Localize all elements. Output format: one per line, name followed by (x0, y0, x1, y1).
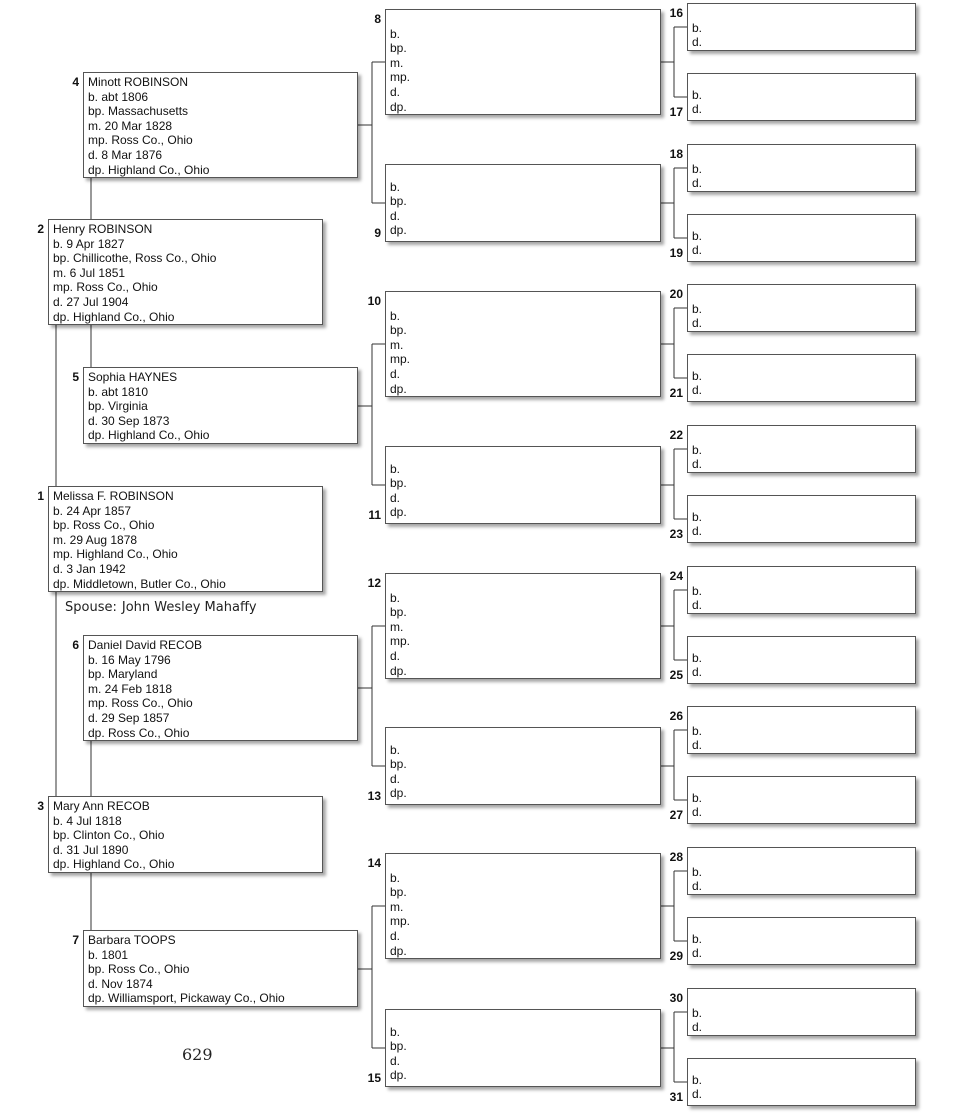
person-name: b. (692, 1072, 703, 1087)
person-field: d. (390, 84, 401, 99)
person-number-9: 9 (374, 226, 381, 240)
person-field (692, 6, 915, 21)
person-box-2 (48, 219, 323, 325)
person-field: dp. (390, 1068, 407, 1083)
person-field: bp. Clinton Co., Ohio (53, 828, 165, 843)
person-field: d. 29 Sep 1857 (88, 710, 170, 725)
person-number-16: 16 (669, 6, 683, 20)
person-field: b. (692, 1005, 703, 1020)
person-name: Minott ROBINSON (88, 75, 189, 89)
person-number-2: 2 (37, 222, 44, 236)
person-field: dp. Highland Co., Ohio (88, 162, 210, 177)
person-field: bp. (390, 194, 407, 209)
person-field: d. (390, 208, 401, 223)
person-field: d. (692, 316, 703, 331)
person-field: bp. (390, 605, 407, 620)
person-field: b. (692, 864, 703, 879)
person-field: mp. (390, 70, 411, 85)
person-field: m. 6 Jul 1851 (53, 265, 126, 280)
person-field (390, 576, 660, 591)
person-box-11 (385, 446, 661, 524)
person-field: mp. (390, 352, 411, 367)
spouse-label: Spouse: (65, 600, 117, 615)
person-field (390, 12, 660, 27)
person-name: b. (692, 87, 703, 102)
person-field: d. Nov 1874 (88, 976, 153, 991)
person-field: bp. (390, 323, 407, 338)
person-field: d. (390, 771, 401, 786)
person-box-4 (83, 72, 358, 178)
person-field: d. 3 Jan 1942 (53, 561, 126, 576)
person-box-10 (385, 291, 661, 397)
person-number-8: 8 (374, 12, 381, 26)
person-field: dp. (390, 505, 407, 520)
spouse-line (65, 600, 257, 615)
person-box-28 (687, 847, 916, 895)
person-number-31: 31 (669, 1090, 683, 1104)
person-number-24: 24 (669, 569, 683, 583)
person-number-3: 3 (37, 799, 44, 813)
person-field (692, 287, 915, 302)
person-number-17: 17 (669, 105, 683, 119)
person-box-15 (385, 1009, 661, 1087)
person-number-19: 19 (669, 246, 683, 260)
person-field: d. (692, 176, 703, 191)
person-field: m. (390, 55, 404, 70)
person-field: b. abt 1806 (88, 89, 149, 104)
person-number-21: 21 (669, 386, 683, 400)
person-number-12: 12 (367, 576, 381, 590)
person-field: d. (692, 524, 703, 539)
person-field: d. (390, 928, 401, 943)
person-box-9 (385, 164, 661, 242)
person-field: b. (390, 308, 401, 323)
person-field: dp. Highland Co., Ohio (53, 309, 175, 324)
person-number-13: 13 (367, 789, 381, 803)
person-field: dp. Ross Co., Ohio (88, 725, 190, 740)
person-field: d. 27 Jul 1904 (53, 294, 129, 309)
person-box-21 (687, 354, 916, 402)
connector-5 (358, 344, 385, 485)
person-field: bp. Ross Co., Ohio (53, 518, 155, 533)
person-box-17 (687, 73, 916, 121)
person-field: mp. Ross Co., Ohio (88, 696, 193, 711)
person-box-20 (687, 284, 916, 332)
person-field: d. (692, 457, 703, 472)
person-number-15: 15 (367, 1071, 381, 1085)
person-field: d. (692, 665, 703, 680)
person-number-10: 10 (367, 294, 381, 308)
person-field: d. (692, 1020, 703, 1035)
person-field: bp. Ross Co., Ohio (88, 962, 190, 977)
person-field: b. (390, 26, 401, 41)
person-field: bp. (390, 1039, 407, 1054)
person-field: d. (692, 805, 703, 820)
person-name: Mary Ann RECOB (53, 799, 150, 813)
person-field: m. 20 Mar 1828 (88, 118, 173, 133)
person-field: b. (692, 161, 703, 176)
person-number-26: 26 (669, 709, 683, 723)
person-name: b. (692, 931, 703, 946)
person-field: m. 24 Feb 1818 (88, 681, 173, 696)
person-number-4: 4 (72, 75, 79, 89)
person-field: bp. Massachusetts (88, 104, 189, 119)
person-name: Barbara TOOPS (88, 933, 176, 947)
person-number-22: 22 (669, 428, 683, 442)
person-box-14 (385, 853, 661, 959)
person-number-5: 5 (72, 370, 79, 384)
connector-10 (661, 308, 687, 378)
person-field: dp. Highland Co., Ohio (53, 857, 175, 872)
person-number-29: 29 (669, 949, 683, 963)
person-field: b. (390, 870, 401, 885)
person-field: mp. Ross Co., Ohio (88, 133, 193, 148)
person-field: d. (390, 366, 401, 381)
person-box-26 (687, 706, 916, 754)
person-box-7 (83, 930, 358, 1007)
person-field: bp. Maryland (88, 667, 158, 682)
person-box-31 (687, 1058, 916, 1106)
person-field: dp. (390, 381, 407, 396)
person-name: b. (390, 179, 401, 194)
person-field: d. (692, 383, 703, 398)
person-field: m. (390, 899, 404, 914)
person-box-27 (687, 776, 916, 824)
person-field: mp. Ross Co., Ohio (53, 280, 158, 295)
person-field: d. (692, 1087, 703, 1102)
person-field: mp. (390, 634, 411, 649)
person-field (692, 709, 915, 724)
person-number-28: 28 (669, 850, 683, 864)
person-number-11: 11 (368, 508, 381, 522)
person-field: m. (390, 619, 404, 634)
connector-7 (358, 906, 385, 1048)
person-field (692, 569, 915, 584)
person-box-23 (687, 495, 916, 543)
page-number: 629 (182, 1045, 213, 1064)
person-field: dp. (390, 223, 407, 238)
person-field: b. (692, 20, 703, 35)
person-field: bp. (390, 885, 407, 900)
connector-4 (358, 62, 385, 203)
person-field: d. (692, 738, 703, 753)
person-field: d. (692, 102, 703, 117)
person-box-22 (687, 425, 916, 473)
person-number-27: 27 (669, 808, 683, 822)
person-box-8 (385, 9, 661, 115)
person-name: b. (390, 742, 401, 757)
person-box-12 (385, 573, 661, 679)
person-box-13 (385, 727, 661, 805)
connector-13 (661, 730, 687, 800)
person-field: b. (692, 301, 703, 316)
person-number-25: 25 (669, 668, 683, 682)
person-name: Sophia HAYNES (88, 370, 178, 384)
person-field: d. 31 Jul 1890 (53, 842, 129, 857)
person-number-6: 6 (72, 638, 79, 652)
connector-9 (661, 168, 687, 238)
person-name: b. (390, 461, 401, 476)
person-field: d. (390, 490, 401, 505)
person-field: d. (390, 1053, 401, 1068)
person-box-19 (687, 214, 916, 262)
person-field: dp. (390, 663, 407, 678)
person-box-3 (48, 796, 323, 873)
person-field: d. (692, 243, 703, 258)
connector-8 (661, 27, 687, 97)
person-number-18: 18 (669, 147, 683, 161)
person-field: bp. Virginia (88, 399, 148, 414)
person-field: d. (692, 879, 703, 894)
person-field (692, 147, 915, 162)
person-field: d. 8 Mar 1876 (88, 147, 163, 162)
person-box-25 (687, 636, 916, 684)
person-field: bp. (390, 476, 407, 491)
person-field: b. abt 1810 (88, 384, 149, 399)
person-field: b. (390, 590, 401, 605)
person-name: b. (692, 790, 703, 805)
person-box-30 (687, 988, 916, 1036)
person-box-16 (687, 3, 916, 51)
person-number-14: 14 (367, 856, 381, 870)
person-box-18 (687, 144, 916, 192)
person-field (692, 428, 915, 443)
person-field: bp. Chillicothe, Ross Co., Ohio (53, 251, 217, 266)
person-field: dp. Williamsport, Pickaway Co., Ohio (88, 991, 285, 1006)
person-field: mp. Highland Co., Ohio (53, 547, 178, 562)
person-field: d. (390, 648, 401, 663)
person-number-7: 7 (72, 933, 79, 947)
person-field: m. 29 Aug 1878 (53, 532, 138, 547)
person-field: bp. (390, 757, 407, 772)
person-box-5 (83, 367, 358, 444)
person-field: d. 30 Sep 1873 (88, 413, 170, 428)
person-name: Melissa F. ROBINSON (53, 489, 174, 503)
person-field: d. (692, 598, 703, 613)
person-field: d. (692, 35, 703, 50)
person-box-1 (48, 486, 323, 592)
person-field: b. (692, 723, 703, 738)
connector-6 (358, 626, 385, 766)
person-name: b. (692, 509, 703, 524)
connector-11 (661, 449, 687, 519)
person-field: b. 9 Apr 1827 (53, 236, 125, 251)
person-box-29 (687, 917, 916, 965)
person-name: b. (692, 228, 703, 243)
person-field: dp. Highland Co., Ohio (88, 428, 210, 443)
person-field: b. (692, 583, 703, 598)
person-field: m. (390, 337, 404, 352)
connector-12 (661, 590, 687, 660)
person-field: bp. (390, 41, 407, 56)
person-number-20: 20 (669, 287, 683, 301)
spouse-name: John Wesley Mahaffy (121, 600, 257, 615)
person-field: dp. (390, 786, 407, 801)
person-field: dp. (390, 99, 407, 114)
person-box-24 (687, 566, 916, 614)
person-name: b. (390, 1024, 401, 1039)
person-number-30: 30 (669, 991, 683, 1005)
person-field: b. 4 Jul 1818 (53, 813, 122, 828)
person-name: Daniel David RECOB (88, 638, 203, 652)
person-number-1: 1 (37, 489, 44, 503)
person-field: mp. (390, 914, 411, 929)
person-field (390, 294, 660, 309)
person-field: b. 24 Apr 1857 (53, 503, 132, 518)
person-box-6 (83, 635, 358, 741)
person-field (692, 850, 915, 865)
person-field: dp. (390, 943, 407, 958)
connector-14 (661, 871, 687, 941)
person-field: dp. Middletown, Butler Co., Ohio (53, 576, 226, 591)
person-field (692, 991, 915, 1006)
person-number-23: 23 (669, 527, 683, 541)
person-name: Henry ROBINSON (53, 222, 153, 236)
person-field: d. (692, 946, 703, 961)
person-field: b. 16 May 1796 (88, 652, 171, 667)
person-field: b. (692, 442, 703, 457)
person-field (390, 856, 660, 871)
person-field: b. 1801 (88, 947, 129, 962)
person-name: b. (692, 368, 703, 383)
connector-15 (661, 1012, 687, 1082)
person-name: b. (692, 650, 703, 665)
